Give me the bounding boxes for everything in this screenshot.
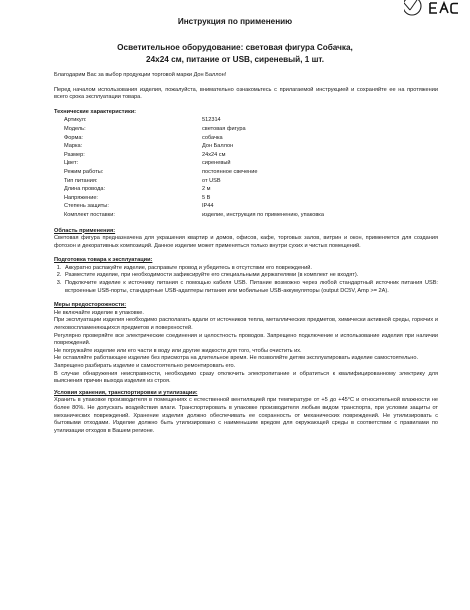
spec-row — [64, 143, 438, 152]
spec-row — [64, 195, 438, 204]
spec-value: световая фигура — [202, 125, 246, 132]
safety-line: Регулярно проверяйте все электрические соединения и целостность проводов. Запрещено подключение и использование изделия при наличии повреждений. — [54, 332, 438, 347]
spec-value: 2 м — [202, 186, 211, 193]
storage-heading: Условия хранения, транспортировки и утилизации: — [54, 389, 198, 396]
safety-line: Не включайте изделие в упаковке. — [54, 309, 144, 316]
spec-value: 24х24 см — [202, 151, 226, 158]
spec-row — [64, 169, 438, 178]
spec-value: от USB — [202, 177, 221, 184]
spec-key: Цвет: — [64, 160, 79, 167]
spec-row — [64, 186, 438, 195]
spec-row — [64, 160, 438, 169]
safety-line: Не оставляйте работающее изделие без присмотра на длительное время. Не позволяйте детям эксплуатировать изделие самостоятельно. — [54, 355, 419, 362]
spec-value: 5 В — [202, 194, 211, 201]
spec-row — [64, 126, 438, 135]
list-item: 1. Аккуратно распакуйте изделие, расправьте провод и убедитесь в отсутствии его повреждений. — [63, 265, 438, 273]
document-body — [54, 72, 438, 435]
spec-row — [64, 212, 438, 221]
safety-heading: Меры предосторожности: — [54, 302, 127, 309]
spec-row — [64, 135, 438, 144]
specs-table — [64, 117, 438, 220]
spec-value: собачка — [202, 134, 223, 141]
spec-key: Артикул: — [64, 117, 87, 124]
list-item: 2. Разместите изделие, при необходимости зафиксируйте его специальными держателями (в комплект не входят). — [63, 272, 438, 280]
spec-key: Длина провода: — [64, 186, 106, 193]
spec-key: Форма: — [64, 134, 83, 141]
spec-value: сиреневый — [202, 160, 231, 167]
spec-key: Напряжение: — [64, 194, 98, 201]
spec-key: Режим работы: — [64, 168, 104, 175]
document-title: Инструкция по применению — [177, 17, 293, 26]
spec-row — [64, 178, 438, 187]
intro-notice: Перед началом использования изделия, пожалуйста, внимательно ознакомьтесь с прилагаемой инструкцией и сохраняйте ее на протяжении всего срока эксплуатации товара. — [54, 86, 438, 101]
spec-row — [64, 203, 438, 212]
spec-row — [64, 117, 438, 126]
subtitle-line-1: Осветительное оборудование: световая фигура Собачка, — [117, 43, 353, 52]
prep-heading: Подготовка товара к эксплуатации: — [54, 257, 153, 264]
spec-value: IP44 — [202, 203, 214, 210]
specs-heading: Технические характеристики: — [54, 108, 137, 115]
spec-key: Модель: — [64, 125, 86, 132]
storage-text: Хранить в упаковке производителя в помещениях с естественной вентиляцией при температуре от +5 до +45°С и относительной влажности не более 80%. Не допускать воздействия влаги. Транспортировать в упаковке производителя любым видом транспорта, при условии защиты от механических повреждений. Хранение изделия должно обеспечивать ее сохранность от механических повреждений. Не утилизировать с бытовыми отходами. Изделие должно быть утилизировано с наименьшим вредом для окружающей среды в соответствии с правилами по утилизации отходов в Вашем регионе. — [54, 397, 438, 434]
spec-value: изделие, инструкция по применению, упаковка — [202, 211, 324, 218]
spec-row — [64, 152, 438, 161]
spec-key: Размер: — [64, 151, 85, 158]
list-item: 3. Подключите изделие к источнику питания с помощью кабеля USB. Питание возможно через любой стандартный источник питания USB: встроенные USB-порты, стандартные USB-адаптеры питания или мобильные USB-аккумуляторы (output DC5V, Amp >= 2A). — [63, 280, 438, 295]
spec-key: Марка: — [64, 143, 83, 150]
application-heading: Область применения: — [54, 227, 116, 234]
intro-thanks: Благодарим Вас за выбор продукции торговой марки Дон Баллон! — [54, 72, 227, 78]
spec-value: 512314 — [202, 117, 221, 124]
product-subtitle — [60, 42, 410, 66]
spec-value: Дон Баллон — [202, 143, 234, 150]
safety-line: При эксплуатации изделия необходимо располагать вдали от источников тепла, металлических предметов, химически активной среды, горючих и легковоспламеняющихся предметов и поверхностей. — [54, 317, 438, 332]
spec-value: постоянное свечение — [202, 168, 258, 175]
safety-line: Не погружайте изделие или его части в воду или другие жидкости для того, чтобы очистить их. — [54, 347, 302, 354]
spec-key: Комплект поставки: — [64, 211, 115, 218]
subtitle-line-2: 24х24 см, питание от USB, сиреневый, 1 шт. — [146, 55, 324, 64]
spec-key: Степень защиты: — [64, 203, 109, 210]
prep-steps-list — [54, 265, 438, 295]
spec-key: Тип питания: — [64, 177, 98, 184]
safety-line: В случае обнаружения неисправности, необходимо сразу отключить электропитание и обратиться к квалифицированному электрику для выяснения причин выхода изделия из строя. — [54, 370, 438, 385]
application-text: Световая фигура предназначена для украшения квартир и домов, офисов, кафе, торговых залов, витрин и окон, применяется для создания фотозон и декоративных композиций. Данное изделие может применяться только внутри сухих и чистых помещений. — [54, 235, 438, 249]
safety-line: Запрещено разбирать изделие и самостоятельно ремонтировать его. — [54, 363, 236, 369]
